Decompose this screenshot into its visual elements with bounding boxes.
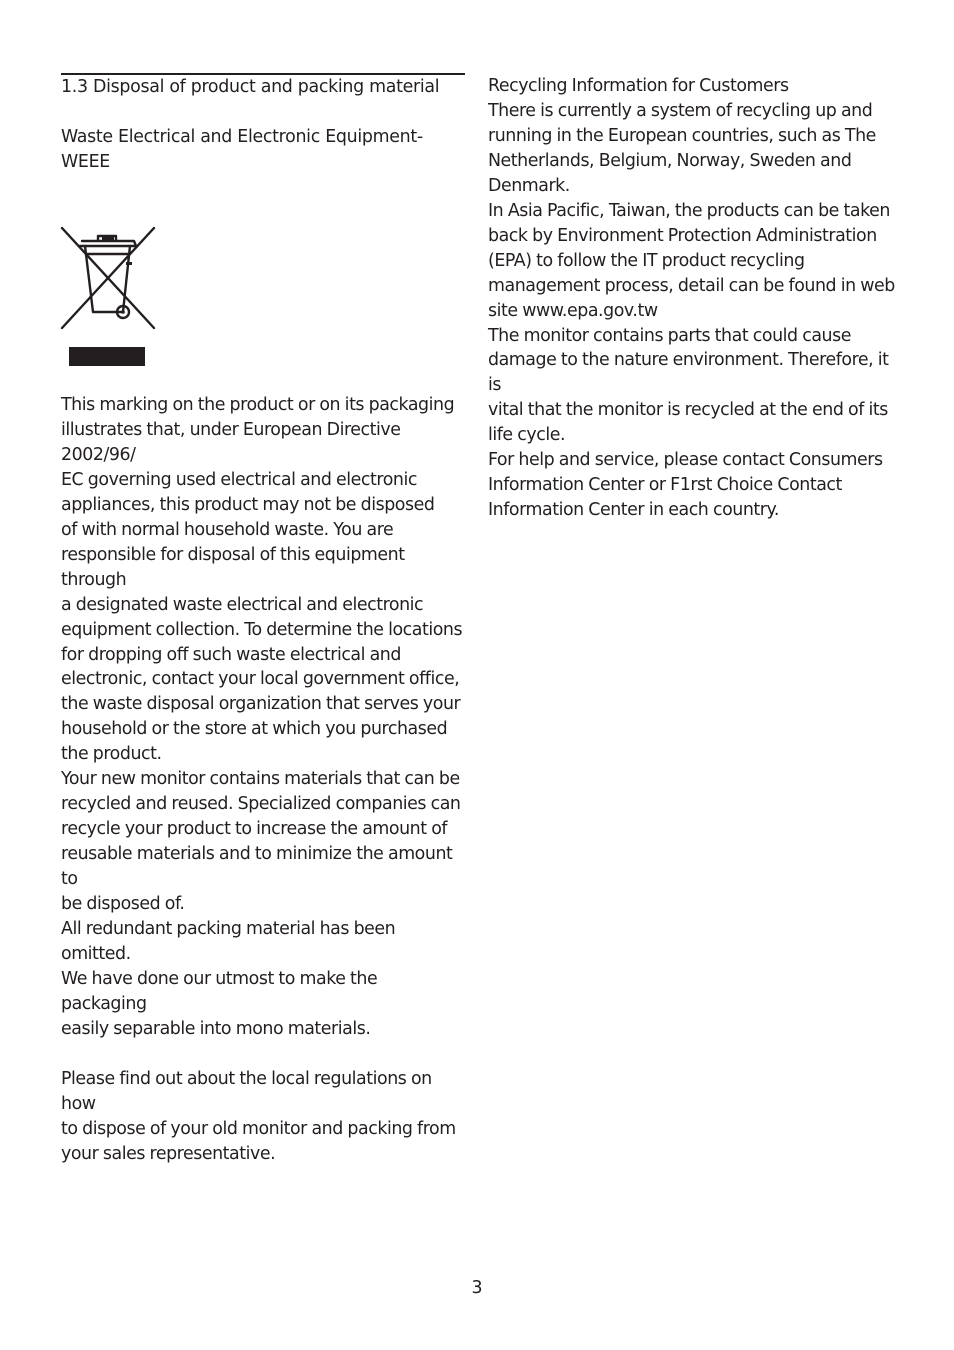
text-line: This marking on the product or on its packaging xyxy=(61,395,455,415)
text-line: damage to the nature environment. Therefore, it is xyxy=(488,350,889,396)
text-line: Your new monitor contains materials that can be xyxy=(61,769,460,790)
text-line: vital that the monitor is recycled at the end of its xyxy=(488,400,888,421)
text-line: Information Center or F1rst Choice Contact xyxy=(488,475,842,496)
weee-heading-line-2: WEEE xyxy=(61,152,110,172)
text-line: illustrates that, under European Directive 2002/96/ xyxy=(61,419,401,465)
text-line: for dropping off such waste electrical and xyxy=(61,644,401,665)
left-paragraph-2 xyxy=(61,767,467,917)
text-line: responsible for disposal of this equipment through xyxy=(61,544,405,590)
text-line: (EPA) to follow the IT product recycling xyxy=(488,250,805,271)
page-number: 3 xyxy=(471,1278,483,1298)
text-line: Denmark. xyxy=(488,175,570,196)
text-line: In Asia Pacific, Taiwan, the products can be taken xyxy=(488,200,890,221)
left-paragraph-1 xyxy=(61,393,467,767)
text-line: equipment collection. To determine the locations xyxy=(61,619,463,640)
weee-heading-line-1: Waste Electrical and Electronic Equipment- xyxy=(61,127,423,147)
text-line: All redundant packing material has been omitted. xyxy=(61,919,396,964)
recycling-heading: Recycling Information for Customers xyxy=(488,76,789,96)
text-line: your sales representative. xyxy=(61,1143,276,1164)
right-paragraph-4 xyxy=(488,448,898,523)
text-line: Netherlands, Belgium, Norway, Sweden and xyxy=(488,150,852,171)
text-line: electronic, contact your local government office, xyxy=(61,669,460,690)
text-line: We have done our utmost to make the packaging xyxy=(61,968,378,1014)
text-line: reusable materials and to minimize the amount to xyxy=(61,844,453,890)
text-line: Information Center in each country. xyxy=(488,500,779,521)
text-line: to dispose of your old monitor and packing from xyxy=(61,1118,456,1139)
text-line: recycle your product to increase the amount of xyxy=(61,819,448,840)
text-line: EC governing used electrical and electronic xyxy=(61,469,417,490)
text-line: appliances, this product may not be disposed xyxy=(61,494,435,515)
text-line: life cycle. xyxy=(488,425,566,446)
text-line: For help and service, please contact Consumers xyxy=(488,450,883,471)
text-line: the product. xyxy=(61,744,162,765)
text-line: a designated waste electrical and electronic xyxy=(61,594,424,615)
left-paragraph-4 xyxy=(61,1067,467,1167)
text-line: back by Environment Protection Administration xyxy=(488,225,877,246)
text-line: of with normal household waste. You are xyxy=(61,519,394,540)
left-paragraph-3 xyxy=(61,917,467,1042)
text-line: the waste disposal organization that serves your xyxy=(61,694,461,715)
text-line: recycled and reused. Specialized companies can xyxy=(61,794,461,815)
right-paragraph-3 xyxy=(488,324,898,449)
text-line: be disposed of. xyxy=(61,894,185,915)
text-line: Please find out about the local regulations on how xyxy=(61,1068,432,1114)
text-line: The monitor contains parts that could cause xyxy=(488,325,851,346)
text-line: There is currently a system of recycling up and xyxy=(488,100,873,121)
text-line: management process, detail can be found in web xyxy=(488,275,895,296)
right-paragraph-1 xyxy=(488,99,898,199)
text-line: easily separable into mono materials. xyxy=(61,1018,371,1039)
right-column xyxy=(488,74,898,523)
text-line: running in the European countries, such as The xyxy=(488,125,876,146)
text-line: site www.epa.gov.tw xyxy=(488,300,658,321)
weee-black-bar xyxy=(69,347,145,366)
crossed-out-wheelie-bin-icon xyxy=(60,226,156,330)
section-heading: 1.3 Disposal of product and packing material xyxy=(61,77,440,97)
weee-heading xyxy=(61,125,441,175)
left-column-body xyxy=(61,393,467,1167)
right-paragraph-2 xyxy=(488,199,898,324)
text-line: household or the store at which you purchased xyxy=(61,719,448,740)
